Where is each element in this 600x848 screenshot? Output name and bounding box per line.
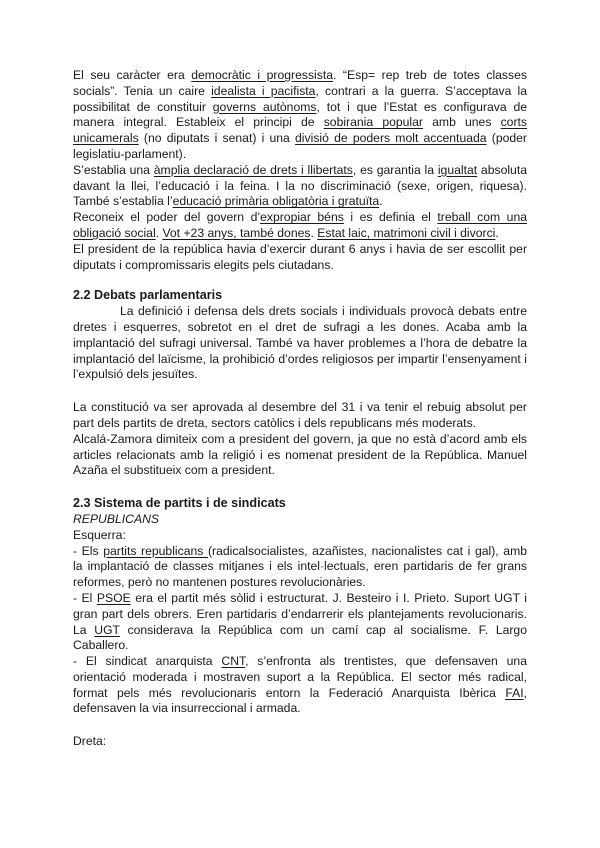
text-run: .	[155, 225, 163, 240]
paragraph-approval: La constitució va ser aprovada al desembre del 31 i va tenir el rebuig absolut per part dels partits de dreta, sectors catòlics i dels republicans més moderats.	[73, 400, 527, 430]
text-run: .	[379, 194, 383, 209]
text-run: - Els	[73, 543, 104, 558]
spacer	[73, 273, 527, 288]
paragraph-president-term	[73, 242, 527, 274]
spacer	[73, 717, 527, 734]
text-run: i es definia el	[343, 210, 438, 225]
paragraph-debates: La definició i defensa dels drets socials i individuals provocà debats entre dretes i esquerres, sobretot en el dret de sufragi a les dones. Acaba amb la implantació del sufragi universal. També va haver problemes a l’hora de debatre la implantació del laïcisme, la prohibició d’ordes religiosos per impartir l’ensenyament i l’expulsió dels jesuïtes.	[73, 304, 527, 382]
text-run: .	[310, 225, 318, 240]
text-run: , tot i que l’Estat es configurava de manera integral. Estableix el principi de	[73, 99, 527, 130]
heading-debats-parlamentaris: 2.2 Debats parlamentaris	[73, 288, 223, 303]
text-run: - El	[73, 590, 97, 605]
paragraph-alcala-zamora: Alcalá-Zamora dimiteix com a president del govern, ja que no està d’acord amb els articles relacionats amb la religió i es nomenat president de la República. Manuel Azaña el substitueix com a president.	[73, 431, 527, 478]
paragraph-government-powers	[73, 210, 527, 242]
underlined-term: idealista i pacifista	[211, 83, 316, 98]
label-esquerra: Esquerra:	[73, 527, 126, 542]
underlined-term: Estat laic, matrimoni civil i divorci	[317, 225, 496, 240]
underlined-term: igualtat	[437, 162, 478, 177]
text-run: S’establia una	[73, 162, 154, 177]
spacer	[73, 383, 527, 400]
underlined-term: partits republicans	[103, 543, 208, 558]
subheading-republicans: REPUBLICANS	[73, 511, 160, 526]
text-run: era el partit més sòlid i estructurat. J. Besteiro i I. Prieto. Suport UGT i gran part dels obrers. Eren partidaris d’endarrerir els plantejaments revolucionaris. La	[73, 590, 527, 637]
spacer	[73, 479, 527, 496]
bullet-cnt	[73, 654, 527, 717]
text-run: , defensaven la via insurreccional i armada.	[73, 685, 527, 716]
text-run: , es garantia la	[352, 162, 438, 177]
underlined-term: corts unicamerals	[73, 115, 527, 146]
text-run: - El sindicat anarquista	[73, 654, 222, 669]
underlined-term: divisió de poders molt accentuada	[295, 131, 487, 146]
underlined-term: Vot +23 anys, també dones	[162, 225, 311, 240]
underlined-term: treball com una obligació social	[73, 210, 528, 240]
paragraph-constitution-character	[73, 68, 527, 163]
text-run: , contrari a la guerra. S’acceptava la possibilitat de constituir	[73, 83, 527, 114]
text-run: (no diputats i senat) i una	[138, 131, 296, 146]
text-run: (poder legislatiu-parlament).	[73, 131, 527, 161]
text-run: (radicalsocialistes, azañistes, nacionalistes cat i gal), amb la implantació de classes mitjanes i els intel·lectuals, eren partidaris de fer grans reformes, però no mantenen postures revolucionàries.	[73, 543, 527, 590]
bullet-partits-republicans	[73, 544, 527, 591]
bullet-psoe	[73, 591, 527, 654]
underlined-term: CNT	[221, 654, 246, 669]
underlined-term: democràtic i progressista	[191, 68, 334, 82]
document-body	[73, 68, 527, 750]
text-run: . “Esp= rep treb de totes classes socials”. Tenia un caire	[73, 68, 527, 98]
underlined-term: FAI	[505, 685, 524, 700]
underlined-term: UGT	[94, 622, 120, 637]
text-run: , s’enfronta als trentistes, que defensaven una orientació moderada i mostraven suport a la República. El sector més radical, format pels més revolucionaris entorn la Federació Anarquista Ibèrica	[73, 654, 527, 700]
text-run: .	[495, 225, 499, 240]
text-run: Reconeix el poder del govern d’	[73, 210, 261, 225]
text-run: considerava la República com un camí cap al socialisme. F. Largo Caballero.	[73, 622, 527, 653]
label-dreta: Dreta:	[73, 734, 107, 749]
underlined-term: educació primària obligatòria i gratuïta	[172, 194, 380, 209]
underlined-term: sobirania popular	[323, 115, 423, 130]
paragraph-rights-freedoms	[73, 163, 527, 210]
underlined-term: PSOE	[96, 590, 131, 605]
text-run: El president de la república havia d’exercir durant 6 anys i havia de ser escollit per diputats i compromissaris elegits pels ciutadans.	[73, 241, 527, 272]
text-run: El seu caràcter era	[73, 68, 192, 82]
underlined-term: governs autònoms	[212, 99, 317, 114]
heading-sistema-partits: 2.3 Sistema de partits i de sindicats	[73, 496, 286, 511]
text-run: amb unes	[422, 115, 501, 130]
underlined-term: expropiar béns	[260, 210, 344, 225]
underlined-term: àmplia declaració de drets i llibertats	[153, 162, 353, 177]
text-run: absoluta davant la llei, l’educació i la feina. I la no discriminació (sexe, origen, riquesa). També s’establia l’	[73, 162, 528, 209]
